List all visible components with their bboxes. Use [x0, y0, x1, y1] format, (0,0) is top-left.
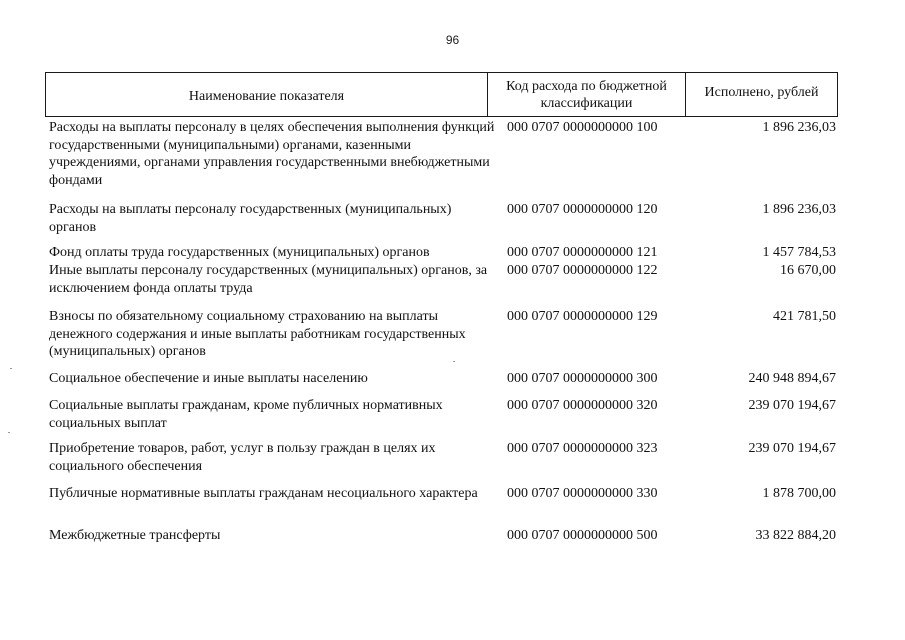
row-amount: 1 896 236,03 [762, 120, 836, 135]
row-code: 000 0707 0000000000 500 [507, 528, 658, 543]
row-name: Публичные нормативные выплаты гражданам несоциального характера [49, 486, 478, 501]
row-amount: 1 457 784,53 [762, 245, 836, 260]
row-amount: 421 781,50 [773, 309, 836, 324]
row-name: Приобретение товаров, работ, услуг в пользу граждан в целях их социального обеспечения [49, 441, 436, 474]
row-code: 000 0707 0000000000 323 [507, 441, 658, 456]
row-code: 000 0707 0000000000 129 [507, 309, 658, 324]
table-header [45, 72, 838, 117]
row-name: Расходы на выплаты персоналу в целях обеспечения выполнения функций государственными (муниципальными) органами, казенными учреждениями, органами управления государственными внебюджетными фондами [49, 120, 495, 188]
row-name: Иные выплаты персоналу государственных (муниципальных) органов, за исключением фонда оплаты труда [49, 263, 488, 296]
scan-speck [10, 368, 12, 369]
row-code: 000 0707 0000000000 330 [507, 486, 658, 501]
row-name: Межбюджетные трансферты [49, 528, 221, 543]
row-code: 000 0707 0000000000 300 [507, 371, 658, 386]
row-amount: 1 878 700,00 [762, 486, 836, 501]
row-name: Социальное обеспечение и иные выплаты населению [49, 371, 368, 386]
row-code: 000 0707 0000000000 320 [507, 398, 658, 413]
row-code: 000 0707 0000000000 122 [507, 263, 658, 278]
row-name: Фонд оплаты труда государственных (муниципальных) органов [49, 245, 430, 260]
header-executed: Исполнено, рублей [704, 85, 819, 100]
header-name: Наименование показателя [46, 73, 488, 116]
page-number: 96 [445, 33, 460, 47]
row-name: Взносы по обязательному социальному страхованию на выплаты денежного содержания и иные выплаты работникам государственных (муниципальных) органов [49, 309, 466, 359]
row-amount: 33 822 884,20 [755, 528, 836, 543]
row-name: Социальные выплаты гражданам, кроме публичных нормативных социальных выплат [49, 398, 443, 431]
row-code: 000 0707 0000000000 100 [507, 120, 658, 135]
row-amount: 239 070 194,67 [748, 398, 836, 413]
row-amount: 1 896 236,03 [762, 202, 836, 217]
row-amount: 16 670,00 [780, 263, 836, 278]
scan-speck [453, 361, 455, 362]
scan-speck [8, 432, 10, 433]
row-amount: 239 070 194,67 [748, 441, 836, 456]
row-name: Расходы на выплаты персоналу государственных (муниципальных) органов [49, 202, 452, 235]
row-code: 000 0707 0000000000 120 [507, 202, 658, 217]
row-code: 000 0707 0000000000 121 [507, 245, 658, 260]
header-code: Код расхода по бюджетной классификации [488, 73, 686, 116]
row-amount: 240 948 894,67 [748, 371, 836, 386]
